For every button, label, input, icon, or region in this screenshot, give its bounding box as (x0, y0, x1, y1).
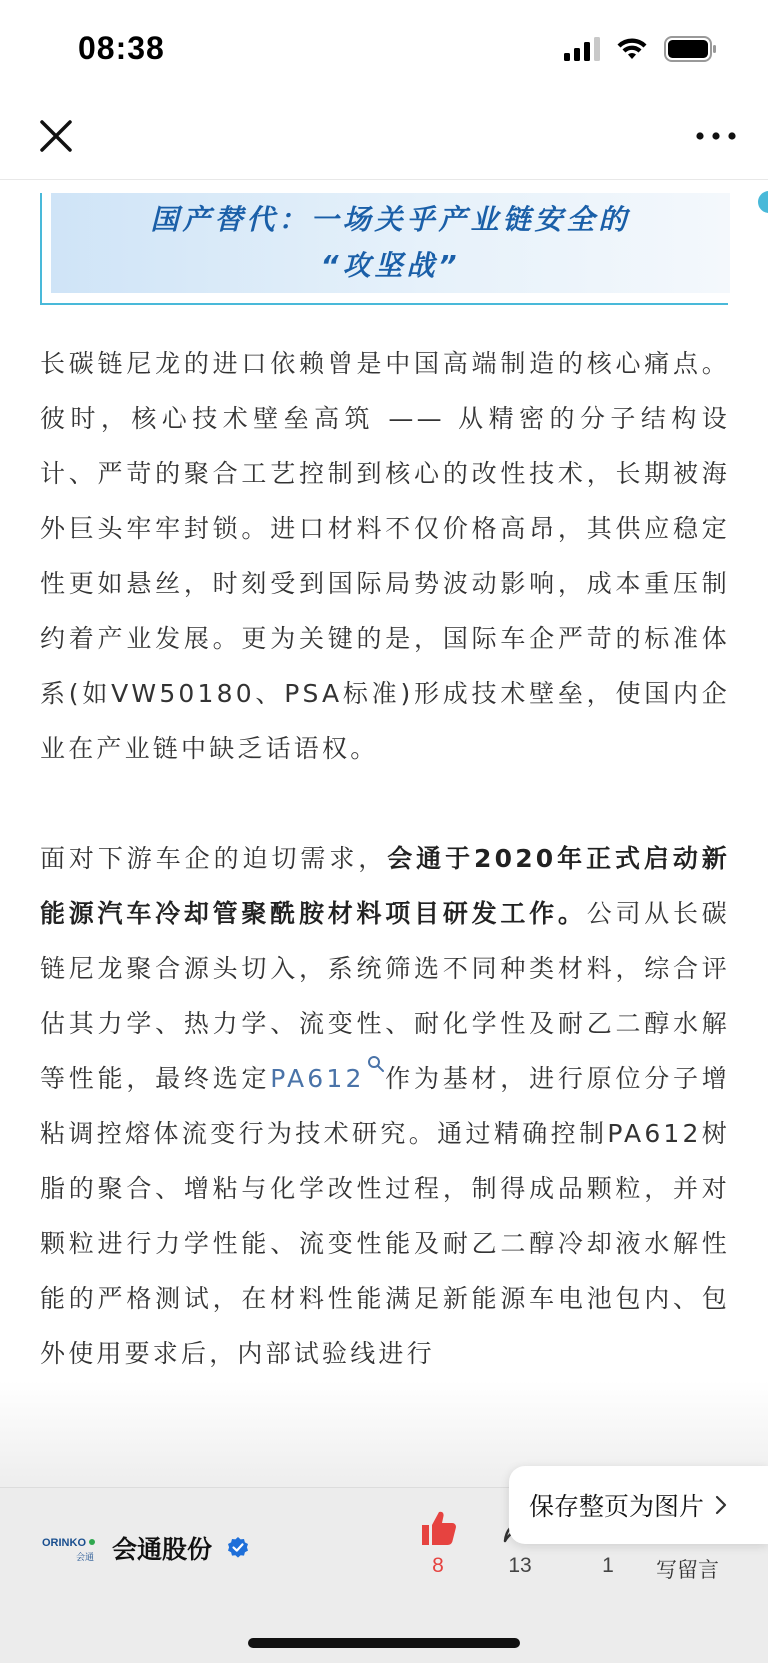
thumbs-up-icon (418, 1508, 458, 1548)
section-heading (51, 193, 730, 293)
svg-text:ORINKO: ORINKO (42, 1537, 86, 1549)
pa612-link-text: PA612 (270, 1064, 365, 1093)
share-count: 13 (508, 1554, 532, 1577)
write-comment-label: 写留言 (656, 1558, 719, 1582)
more-icon (694, 118, 738, 154)
more-button[interactable] (694, 118, 738, 154)
paragraph-2-end: 作为基材，进行原位分子增粘调控熔体流变行为技术研究。通过精确控制PA612树脂的聚合、增粘与化学改性过程，制得成品颗粒，并对颗粒进行力学性能、流变性能及耐乙二醇冷却液水解性能的严格测试，在材料性能满足新能源车电池包内、包外使用要求后，内部试验线进行 (40, 1064, 730, 1368)
orinko-logo-icon (42, 1532, 98, 1564)
status-icons (564, 36, 718, 62)
save-page-label: 保存整页为图片 (529, 1492, 705, 1521)
close-button[interactable] (34, 114, 78, 158)
svg-text:会通: 会通 (76, 1553, 95, 1563)
star-count: 1 (602, 1554, 614, 1577)
heading-decoration-dot (758, 191, 768, 213)
status-time: 08:38 (78, 30, 165, 66)
article-paragraph-1: 长碳链尼龙的进口依赖曾是中国高端制造的核心痛点。彼时，核心技术壁垒高筑 —— 从精密的分子结构设计、严苛的聚合工艺控制到核心的改性技术，长期被海外巨头牢牢封锁。进口材料不仅价格高昂，其供应稳定性更如悬丝，时刻受到国际局势波动影响，成本重压制约着产业发展。更为关键的是，国际车企严苛的标准体系(如VW50180、PSA标准)形成技术壁垒，使国内企业在产业链中缺乏话语权。 (40, 349, 730, 763)
account-info[interactable] (42, 1530, 250, 1566)
account-logo (42, 1532, 98, 1564)
search-icon (367, 1055, 385, 1073)
chevron-right-icon (714, 1494, 728, 1516)
article-paragraph-2 (40, 831, 730, 1381)
section-heading-line2: “攻坚战” (320, 249, 461, 282)
cellular-signal-icon (564, 37, 600, 61)
section-heading-frame (40, 193, 728, 305)
pa612-search-link[interactable] (270, 1064, 384, 1093)
article-content[interactable] (0, 181, 768, 1487)
paragraph-2-intro: 面对下游车企的迫切需求， (40, 844, 388, 873)
paragraph-2-bold: 会通于2020年正式启动新能源汽车冷却管聚酰胺材料项目研发工作。 (40, 844, 731, 928)
like-button[interactable] (418, 1508, 458, 1578)
account-name: 会通股份 (112, 1535, 213, 1564)
section-heading-line1: 国产替代：一场关乎产业链安全的 (150, 203, 631, 236)
nav-bar (0, 96, 768, 180)
like-count: 8 (432, 1554, 444, 1577)
battery-icon (664, 36, 718, 62)
wifi-icon (616, 37, 648, 61)
status-bar (0, 0, 768, 96)
close-icon (34, 114, 78, 158)
verified-badge-icon (226, 1536, 250, 1560)
paragraph-2-middle: 公司从长碳链尼龙聚合源头切入，系统筛选不同种类材料，综合评估其力学、热力学、流变性、耐化学性及耐乙二醇水解等性能，最终选定 (40, 899, 730, 1093)
home-indicator (248, 1638, 520, 1648)
save-page-as-image-button[interactable] (509, 1466, 768, 1544)
